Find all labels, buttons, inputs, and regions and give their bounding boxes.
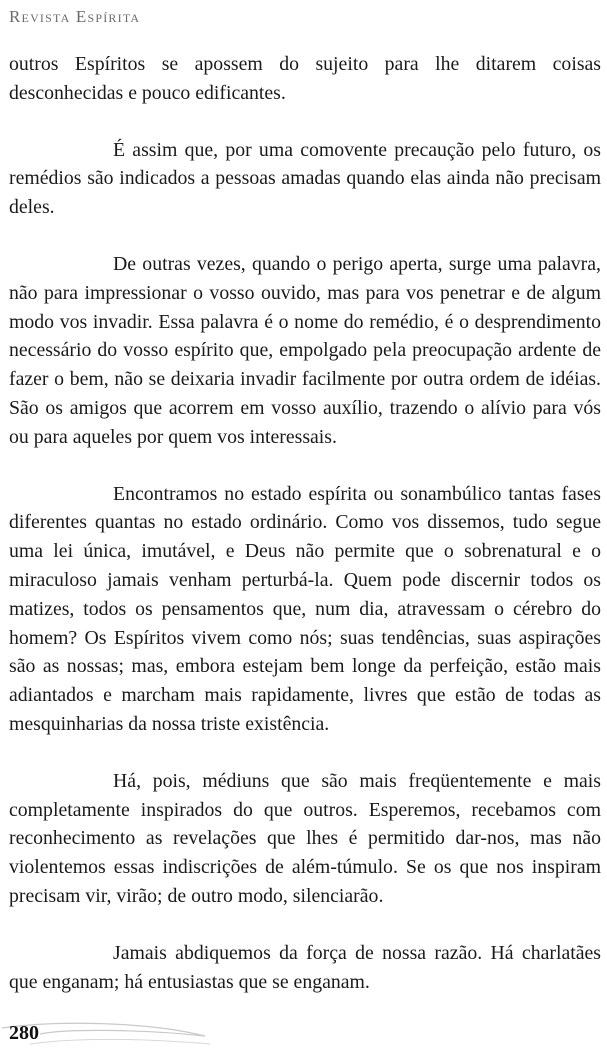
- paragraph: Jamais abdiquemos da força de nossa razão. Há charlatães que enganam; há entusiastas que se enganam.: [9, 941, 601, 993]
- page-number: 280: [9, 1022, 39, 1044]
- paragraph-continued: outros Espíritos se apossem do sujeito para lhe ditarem coisas desconhecidas e pouco edificantes.: [9, 53, 601, 104]
- paragraph: Há, pois, médiuns que são mais freqüentemente e mais completamente inspirados do que outros. Esperemos, recebamos com reconhecimento as revelações que lhes é permitido dar-nos, mas não violentemos essas indiscrições de além-túmulo. Se os que nos inspiram precisam vir, virão; de outro modo, silenciarão.: [9, 769, 601, 907]
- paragraph: É assim que, por uma comovente precaução pelo futuro, os remédios são indicados a pessoas amadas quando elas ainda não precisam deles.: [9, 138, 601, 219]
- page-body: [9, 50, 601, 1024]
- paragraph: De outras vezes, quando o perigo aperta, surge uma palavra, não para impressionar o vosso ouvido, mas para vos penetrar e de algum modo vos invadir. Essa palavra é o nome do remédio, é o desprendimento necessário do vosso espírito que, empolgado pela preocupação ardente de fazer o bem, não se deixaria invadir facilmente por outra ordem de idéias. São os amigos que acorrem em vosso auxílio, trazendo o alívio para vós ou para aqueles por quem vos interessais.: [9, 252, 601, 448]
- running-head: Revista Espírita: [9, 7, 141, 26]
- paragraph: Encontramos no estado espírita ou sonambúlico tantas fases diferentes quantas no estado ordinário. Como vos dissemos, tudo segue uma lei única, imutável, e Deus não permite que o sobrenatural e o miraculoso jamais venham perturbá-la. Quem pode discernir todos os matizes, todos os pensamentos que, num dia, atravessam o cérebro do homem? Os Espíritos vivem como nós; suas tendências, suas aspirações são as nossas; mas, embora estejam bem longe da perfeição, estão mais adiantados e marcham mais rapidamente, livres que estão de todas as mesquinharias da nossa triste existência.: [9, 482, 601, 735]
